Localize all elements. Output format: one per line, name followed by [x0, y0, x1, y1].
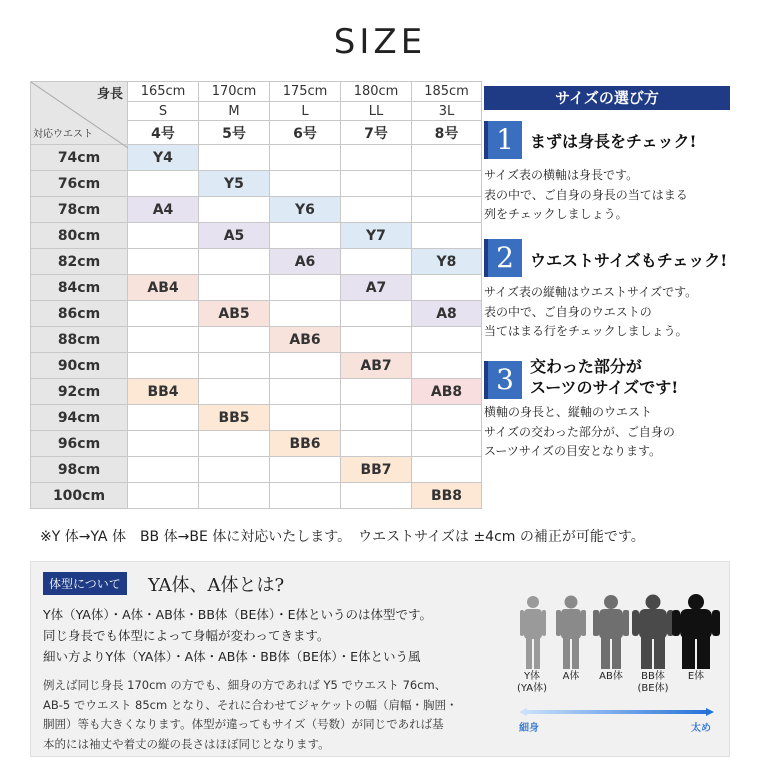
guide-step-3: [484, 356, 734, 466]
table-row: [31, 145, 482, 171]
waist-label: 86cm: [31, 301, 128, 327]
table-row: [31, 483, 482, 509]
empty-cell: [412, 275, 482, 301]
empty-cell: [412, 431, 482, 457]
table-corner: [31, 82, 128, 145]
body-type-example: 例えば同じ身長 170cm の方でも、細身の方であれば Y5 でウエスト 76cm、 AB-5 でウエスト 85cm となり、それに合わせてジャケットの幅（肩幅・胸囲・ 胴囲）等も大きくなります。体型が違ってもサイズ（号数）が同じであれば基 本的には袖丈や着丈の縦の長さはほぼ同じとなります。: [43, 678, 458, 751]
empty-cell: [270, 457, 341, 483]
empty-cell: [412, 145, 482, 171]
waist-label: 82cm: [31, 249, 128, 275]
step-number-2: 2: [484, 239, 522, 277]
table-row: [31, 301, 482, 327]
waist-label: 94cm: [31, 405, 128, 431]
empty-cell: [341, 379, 412, 405]
empty-cell: [199, 379, 270, 405]
waist-label: 78cm: [31, 197, 128, 223]
waist-label: 90cm: [31, 353, 128, 379]
empty-cell: [128, 353, 199, 379]
table-row: [31, 379, 482, 405]
waist-label: 92cm: [31, 379, 128, 405]
step-title-3: 交わった部分が スーツのサイズです!: [530, 357, 679, 397]
empty-cell: [128, 223, 199, 249]
size-cell: AB4: [128, 275, 199, 301]
waist-label: 80cm: [31, 223, 128, 249]
empty-cell: [128, 483, 199, 509]
guide-header: サイズの選び方: [484, 86, 730, 110]
empty-cell: [128, 249, 199, 275]
empty-cell: [341, 197, 412, 223]
figure-label-e: E体: [687, 671, 705, 682]
table-row: [31, 197, 482, 223]
corner-height-label: 身長: [96, 87, 123, 102]
step-title-1: まずは身長をチェック!: [530, 132, 697, 151]
size-cell: AB8: [412, 379, 482, 405]
empty-cell: [199, 275, 270, 301]
size-cell: AB5: [199, 301, 270, 327]
empty-cell: [199, 431, 270, 457]
height-header: 165cm: [128, 82, 199, 102]
step-number-3: 3: [484, 361, 522, 399]
figure-e-icon: [672, 594, 720, 669]
figure-label-a: A体: [562, 671, 580, 682]
letter-size-header: L: [270, 102, 341, 121]
empty-cell: [199, 197, 270, 223]
figure-label-ab: AB体: [599, 671, 623, 682]
guide-step-2: [484, 239, 734, 349]
empty-cell: [341, 483, 412, 509]
empty-cell: [270, 145, 341, 171]
figure-label-bb: BB体 (BE体): [637, 671, 669, 694]
empty-cell: [128, 327, 199, 353]
empty-cell: [270, 483, 341, 509]
figure-ab-icon: [593, 595, 629, 669]
body-type-panel: [30, 561, 730, 757]
empty-cell: [412, 327, 482, 353]
empty-cell: [412, 171, 482, 197]
height-header: 175cm: [270, 82, 341, 102]
slim-to-wide-arrow: [519, 708, 714, 716]
letter-size-header: S: [128, 102, 199, 121]
thin-label: 細身: [519, 723, 539, 734]
height-header: 185cm: [412, 82, 482, 102]
figure-label-y: Y体 (YA体): [517, 671, 547, 694]
figure-a-icon: [556, 596, 586, 670]
height-header: 170cm: [199, 82, 270, 102]
empty-cell: [199, 457, 270, 483]
size-cell: AB7: [341, 353, 412, 379]
empty-cell: [199, 483, 270, 509]
empty-cell: [341, 171, 412, 197]
empty-cell: [341, 301, 412, 327]
waist-label: 98cm: [31, 457, 128, 483]
waist-label: 96cm: [31, 431, 128, 457]
empty-cell: [341, 249, 412, 275]
empty-cell: [341, 405, 412, 431]
height-header: 180cm: [341, 82, 412, 102]
size-cell: Y5: [199, 171, 270, 197]
empty-cell: [128, 457, 199, 483]
footnote: ※Y 体→YA 体 BB 体→BE 体に対応いたします。 ウエストサイズは ±4cm の補正が可能です。: [40, 529, 645, 545]
page-title: SIZE: [333, 22, 427, 62]
step-body-2: サイズ表の縦軸はウエストサイズです。 表の中で、ご自身のウエストの 当てはまる行をチェックしましょう。: [484, 285, 698, 338]
size-cell: Y8: [412, 249, 482, 275]
body-type-title: YA体、A体とは?: [148, 575, 285, 596]
empty-cell: [341, 327, 412, 353]
waist-label: 74cm: [31, 145, 128, 171]
table-row: [31, 431, 482, 457]
empty-cell: [199, 327, 270, 353]
empty-cell: [412, 405, 482, 431]
step-body-1: サイズ表の横軸は身長です。 表の中で、ご自身の身長の当てはまる 列をチェックしましょう。: [484, 168, 688, 221]
table-row: [31, 353, 482, 379]
size-cell: BB5: [199, 405, 270, 431]
size-cell: Y7: [341, 223, 412, 249]
empty-cell: [128, 405, 199, 431]
size-cell: A6: [270, 249, 341, 275]
size-cell: BB6: [270, 431, 341, 457]
size-cell: BB7: [341, 457, 412, 483]
corner-waist-label: 対応ウエスト: [33, 129, 93, 140]
step-body-3: 横軸の身長と、縦軸のウエスト サイズの交わった部分が、ご自身の スーツサイズの目安となります。: [484, 405, 675, 458]
size-cell: AB6: [270, 327, 341, 353]
empty-cell: [412, 353, 482, 379]
empty-cell: [270, 301, 341, 327]
empty-cell: [199, 249, 270, 275]
body-type-intro: Y体（YA体）・A体・AB体・BB体（BE体）・E体というのは体型です。 同じ身長でも体型によって身幅が変わってきます。 細い方よりY体（YA体）・A体・AB体・BB体（BE体）・E体という風: [43, 607, 433, 664]
number-size-header: 4号: [128, 121, 199, 145]
empty-cell: [270, 353, 341, 379]
size-cell: Y6: [270, 197, 341, 223]
table-row: [31, 171, 482, 197]
size-cell: A4: [128, 197, 199, 223]
size-table: [30, 81, 482, 509]
number-size-header: 7号: [341, 121, 412, 145]
size-cell: BB4: [128, 379, 199, 405]
table-row: [31, 275, 482, 301]
empty-cell: [341, 431, 412, 457]
number-size-header: 6号: [270, 121, 341, 145]
waist-label: 84cm: [31, 275, 128, 301]
table-row: [31, 249, 482, 275]
wide-label: 太め: [691, 723, 711, 734]
empty-cell: [199, 353, 270, 379]
empty-cell: [270, 171, 341, 197]
table-row: [31, 405, 482, 431]
empty-cell: [412, 223, 482, 249]
table-row: [31, 223, 482, 249]
guide-step-1: [484, 121, 734, 231]
number-size-header: 5号: [199, 121, 270, 145]
number-size-header: 8号: [412, 121, 482, 145]
letter-size-header: M: [199, 102, 270, 121]
figure-y-icon: [520, 596, 546, 669]
table-row: [31, 457, 482, 483]
empty-cell: [128, 301, 199, 327]
empty-cell: [128, 171, 199, 197]
letter-size-header: 3L: [412, 102, 482, 121]
table-row: [31, 327, 482, 353]
empty-cell: [412, 457, 482, 483]
empty-cell: [341, 145, 412, 171]
waist-label: 88cm: [31, 327, 128, 353]
size-cell: A7: [341, 275, 412, 301]
waist-label: 100cm: [31, 483, 128, 509]
step-title-2: ウエストサイズもチェック!: [530, 251, 728, 270]
waist-label: 76cm: [31, 171, 128, 197]
size-cell: A8: [412, 301, 482, 327]
size-cell: A5: [199, 223, 270, 249]
empty-cell: [199, 145, 270, 171]
size-cell: Y4: [128, 145, 199, 171]
empty-cell: [128, 431, 199, 457]
step-number-1: 1: [484, 121, 522, 159]
empty-cell: [412, 197, 482, 223]
body-type-tag: 体型について: [43, 572, 127, 595]
empty-cell: [270, 275, 341, 301]
empty-cell: [270, 379, 341, 405]
figure-bb-icon: [632, 595, 674, 670]
empty-cell: [270, 223, 341, 249]
size-cell: BB8: [412, 483, 482, 509]
empty-cell: [270, 405, 341, 431]
letter-size-header: LL: [341, 102, 412, 121]
